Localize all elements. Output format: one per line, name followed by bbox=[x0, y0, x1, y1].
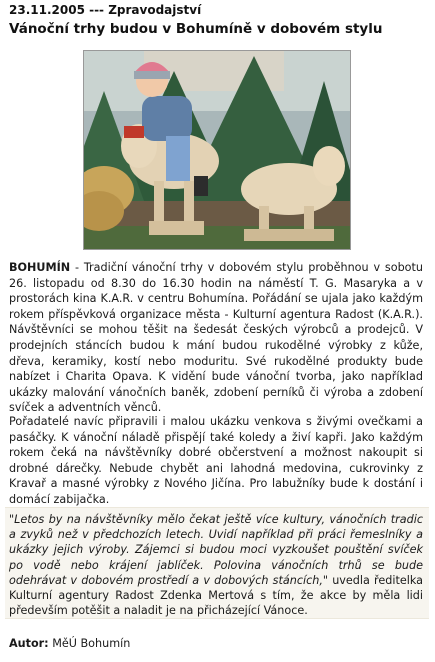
article-author bbox=[9, 637, 130, 650]
author-label: Autor: bbox=[9, 637, 49, 650]
meta-separator: --- bbox=[84, 3, 109, 17]
article-paragraph-1 bbox=[9, 260, 423, 416]
author-name: MěÚ Bohumín bbox=[48, 637, 131, 650]
article-title: Vánoční trhy budou v Bohumíně v dobovém stylu bbox=[9, 21, 383, 37]
quote-italic: "Letos by na návštěvníky mělo čekat ještě více kultury, vánočních tradic a zvyků než v předchozích letech. Uvidí například při práci řemeslníky a ukázky jejich výroby. Zájemci si budou moci vyzkoušet pouštění svíček po vodě nebo krájení jablíček. Polovina vánočních trhů se bude odehrávat v dobovém prostředí a v dobových stáncích," bbox=[9, 513, 423, 587]
article-date: 23.11.2005 bbox=[9, 3, 85, 17]
article-photo bbox=[83, 50, 351, 250]
article-paragraph-2: Pořadatelé navíc připravili i malou ukázku venkova s živými ovečkami a pasáčky. K vánoční náladě přispějí také koledy a živí kapři. Jako každým rokem čeká na návštěvníky dobré občerstvení a možnost nakoupit si drobné dárečky. Nebude chybět ani lahodná medovina, cukrovinky z Kravař a masné výrobky z Nového Jičína. Pro labužníky bude k dostání i domácí zabijačka. bbox=[9, 415, 423, 506]
dateline-city: BOHUMÍN bbox=[9, 261, 71, 274]
article-meta bbox=[9, 3, 201, 17]
paragraph-1-text: - Tradiční vánoční trhy v dobovém stylu proběhnou v sobotu 26. listopadu od 8.30 do 16.30 hodin na náměstí T. G. Masaryka a v prostorách kina K.A.R. v centru Bohumína. Pořádání se ujala jako každým rokem příspěvková organizace města - Kulturní agentura Radost (K.A.R.). Návštěvníci se mohou těšit na šedesát českých výrobců a prodejců. V prodejních stáncích budou k mání budou rukodělné výrobky z kůže, dřeva, keramiky, kostí nebo moduritu. Své rukodělné produkty bude nabízet i Charita Opava. K vidění bude vánoční tvorba, jako například ukázky malování vánočních baněk, zdobení perníků či výroba a zdobení svíček a adventních věnců. bbox=[9, 261, 423, 415]
article-category: Zpravodajství bbox=[108, 3, 202, 17]
quote-attribution: uvedla ředitelka Kulturní agentury Radost Zdenka Mertová s tím, že akce by měla lidi především potěšit a naladit je na přicházející Vánoce. bbox=[9, 573, 423, 618]
photo-illustration bbox=[84, 51, 350, 249]
article-quote bbox=[9, 512, 423, 618]
